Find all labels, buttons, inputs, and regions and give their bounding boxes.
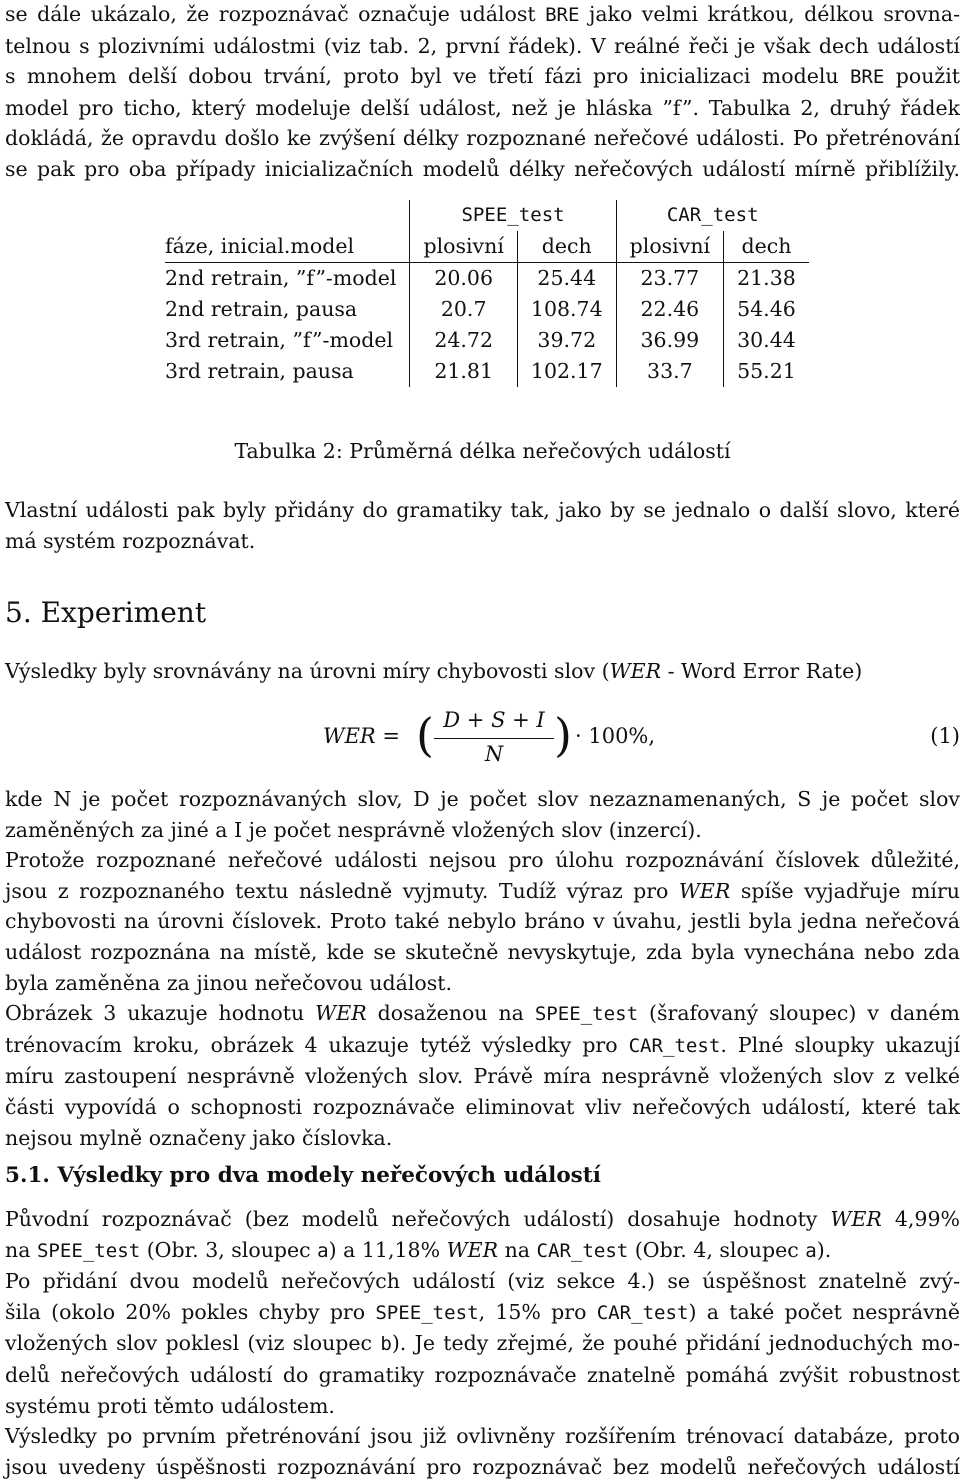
text-line: Protože rozpoznané neřečové události nejsou pro úlohu rozpoznávání číslovek důležité, xyxy=(5,848,960,873)
left-paren: ( xyxy=(416,708,434,762)
table-cell: 36.99 xyxy=(616,325,723,356)
table-cell: 24.72 xyxy=(410,325,517,356)
table-cell: 23.77 xyxy=(616,263,723,295)
section-heading-experiment: 5. Experiment xyxy=(5,596,207,629)
text-line: Obrázek 3 ukazuje hodnotu WER dosaženou na SPEE_test (šrafovaný sloupec) v daném xyxy=(5,1001,960,1026)
group-header-car-test: CAR_test xyxy=(616,200,809,231)
table-cell: 55.21 xyxy=(724,356,809,387)
text-line: části vypovídá o schopnosti rozpoznávače eliminovat vliv neřečových událostí, které tak xyxy=(5,1094,960,1119)
text-line: systému proti těmto událostem. xyxy=(5,1393,335,1418)
column-header: plosivní xyxy=(410,231,517,263)
table-caption: Tabulka 2: Průměrná délka neřečových událostí xyxy=(234,439,731,463)
row-label: 3rd retrain, ”f”-model xyxy=(165,328,394,352)
table-group-header-row xyxy=(165,200,809,231)
text-line: má systém rozpoznávat. xyxy=(5,528,256,553)
row-label: 2nd retrain, ”f”-model xyxy=(165,266,397,290)
text-line: zaměněných za jiné a I je počet nesprávně vložených slov (inzercí). xyxy=(5,817,702,842)
text-line: chybovosti na úrovni číslovek. Proto také nebylo bráno v úvahu, jestli byla jedna neřečová xyxy=(5,909,960,934)
table-row xyxy=(165,325,809,356)
table-row xyxy=(165,294,809,325)
table-row xyxy=(165,263,809,295)
after-table-paragraph xyxy=(5,495,960,556)
table-cell: 25.44 xyxy=(517,263,616,295)
text-line: kde N je počet rozpoznávaných slov, D je počet slov nezaznamenaných, S je počet slov xyxy=(5,787,960,811)
text-line: na SPEE_test (Obr. 3, sloupec a) a 11,18% WER na CAR_test (Obr. 4, sloupec a). xyxy=(5,1237,832,1262)
column-header: fáze, inicial.model xyxy=(165,231,410,263)
text-line: šila (okolo 20% pokles chyby pro SPEE_test, 15% pro CAR_test) a také počet nesprávně xyxy=(5,1299,960,1324)
equation-numerator: D + S + I xyxy=(443,708,545,732)
wer-equation xyxy=(5,702,960,772)
fraction-bar xyxy=(434,738,554,739)
text-line: jsou z rozpoznaného textu následně vyjmuty. Tudíž výraz pro WER spíše vyjadřuje míru xyxy=(5,878,960,903)
section51-body xyxy=(5,1204,960,1482)
table-cell: 20.7 xyxy=(410,294,517,325)
equation-number: (1) xyxy=(930,724,960,748)
group-header-spee-test: SPEE_test xyxy=(410,200,616,231)
text-line: Výsledky po prvním přetrénování jsou již ovlivněny rozšířením trénovací databáze, proto xyxy=(5,1424,960,1449)
text-line: nejsou mylně označeny jako číslovka. xyxy=(5,1125,393,1150)
text-line: Výsledky byly srovnávány na úrovni míry chybovosti slov (WER - Word Error Rate) xyxy=(5,659,863,683)
text-line: se dále ukázalo, že rozpoznávač označuje událost BRE jako velmi krátkou, délkou srovna- xyxy=(5,2,960,26)
table-cell: 22.46 xyxy=(616,294,723,325)
text-line: jsou uvedeny úspěšnosti rozpoznávání pro rozpoznávač bez modelů neřečových událostí xyxy=(5,1454,960,1479)
section5-body xyxy=(5,784,960,1153)
table-cell: 21.81 xyxy=(410,356,517,387)
column-header: plosivní xyxy=(616,231,723,263)
text-line: byla zaměněna za jinou neřečovou událost. xyxy=(5,970,453,995)
row-label: 3rd retrain, pausa xyxy=(165,359,354,383)
wer-intro xyxy=(5,656,960,687)
table-cell: 30.44 xyxy=(724,325,809,356)
row-label: 2nd retrain, pausa xyxy=(165,297,358,321)
right-paren: ) xyxy=(554,708,572,762)
column-header: dech xyxy=(517,231,616,263)
table-header-row xyxy=(165,231,809,263)
subsection-heading: 5.1. Výsledky pro dva modely neřečových událostí xyxy=(5,1163,601,1188)
text-line: Vlastní události pak byly přidány do gramatiky tak, jako by se jednalo o další slovo, které xyxy=(5,498,960,522)
equation-rhs: · 100%, xyxy=(575,724,656,748)
text-line: delů neřečových událostí do gramatiky rozpoznávače znatelně pomáhá zvýšit robustnost xyxy=(5,1362,960,1387)
text-line: telnou s plozivními událostmi (viz tab. 2, první řádek). V reálné řeči je však dech událostí xyxy=(5,33,960,58)
text-line: trénovacím kroku, obrázek 4 ukazuje tytéž výsledky pro CAR_test. Plné sloupky ukazují xyxy=(5,1032,960,1057)
text-line: model pro ticho, který modeluje delší událost, než je hláska ”f”. Tabulka 2, druhý řádek xyxy=(5,95,960,120)
equation-lhs: WER = xyxy=(323,724,400,748)
table-cell: 54.46 xyxy=(724,294,809,325)
text-line: míru zastoupení nesprávně vložených slov. Právě míra nesprávně vložených slov z velké xyxy=(5,1064,960,1089)
table-cell: 39.72 xyxy=(517,325,616,356)
intro-paragraph xyxy=(5,0,960,185)
text-line: se pak pro oba případy inicializačních modelů délky neřečových událostí mírně přiblížily. xyxy=(5,156,960,181)
table-cell: 21.38 xyxy=(724,263,809,295)
table-cell: 20.06 xyxy=(410,263,517,295)
table-cell: 102.17 xyxy=(517,356,616,387)
text-line: dokládá, že opravdu došlo ke zvýšení délky rozpoznané neřečové události. Po přetrénování xyxy=(5,126,960,151)
text-line: Po přidání dvou modelů neřečových událostí (viz sekce 4.) se úspěšnost znatelně zvý- xyxy=(5,1269,960,1294)
equation-denominator: N xyxy=(484,742,504,766)
results-table xyxy=(165,200,809,387)
table-row xyxy=(165,356,809,387)
table-cell: 108.74 xyxy=(517,294,616,325)
text-line: vložených slov poklesl (viz sloupec b). Je tedy zřejmé, že pouhé přidání jednoduchých mo- xyxy=(5,1331,960,1356)
text-line: událost rozpoznána na místě, kde se skutečně nevyskytuje, zda byla vynechána nebo zda xyxy=(5,939,960,964)
table-cell: 33.7 xyxy=(616,356,723,387)
text-line: Původní rozpoznávač (bez modelů neřečových událostí) dosahuje hodnoty WER 4,99% xyxy=(5,1207,960,1231)
column-header: dech xyxy=(724,231,809,263)
text-line: s mnohem delší dobou trvání, proto byl ve třetí fázi pro inicializaci modelu BRE použit xyxy=(5,64,960,89)
